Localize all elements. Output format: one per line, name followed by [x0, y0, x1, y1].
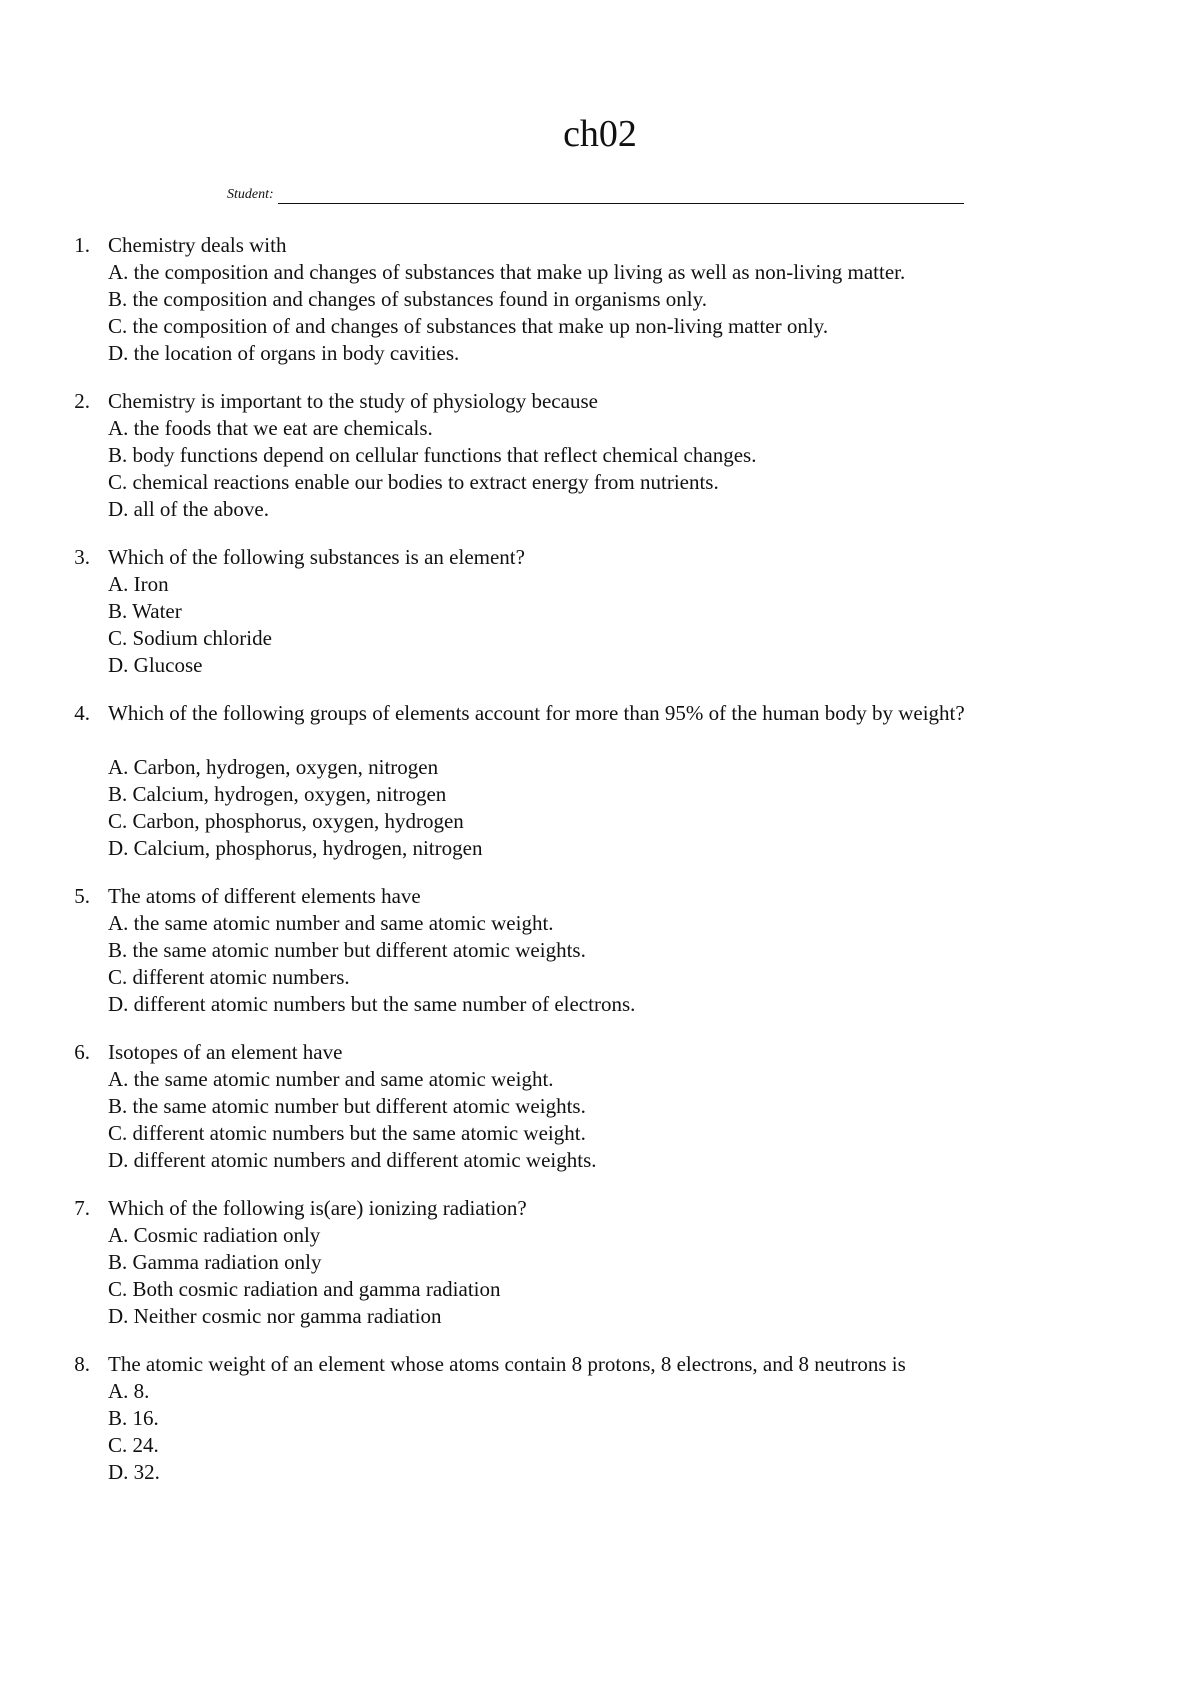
answer-option-a: A. the same atomic number and same atomic weight. — [108, 911, 554, 935]
answer-option-d: D. different atomic numbers and different atomic weights. — [108, 1148, 597, 1172]
question-5 — [0, 883, 1200, 1018]
answer-option-b: B. Calcium, hydrogen, oxygen, nitrogen — [108, 782, 447, 806]
answer-options — [0, 1222, 1200, 1330]
answer-option-a: A. Carbon, hydrogen, oxygen, nitrogen — [108, 755, 439, 779]
question-text: Chemistry is important to the study of physiology because — [108, 389, 598, 413]
question-number: 1. — [74, 233, 90, 257]
answer-option-b: B. body functions depend on cellular functions that reflect chemical changes. — [108, 443, 757, 467]
question-number: 5. — [74, 884, 90, 908]
answer-options — [0, 259, 1200, 367]
answer-option-b: B. the same atomic number but different atomic weights. — [108, 1094, 586, 1118]
answer-option-b: B. 16. — [108, 1406, 159, 1430]
question-text: The atoms of different elements have — [108, 884, 421, 908]
question-text: Isotopes of an element have — [108, 1040, 343, 1064]
answer-option-a: A. the same atomic number and same atomic weight. — [108, 1067, 554, 1091]
question-list — [0, 232, 1200, 1507]
page-title: ch02 — [563, 113, 637, 155]
question-text: The atomic weight of an element whose atoms contain 8 protons, 8 electrons, and 8 neutrons is — [108, 1352, 906, 1376]
answer-options — [0, 910, 1200, 1018]
answer-option-a: A. Cosmic radiation only — [108, 1223, 321, 1247]
answer-options — [0, 415, 1200, 523]
answer-option-c: C. 24. — [108, 1433, 159, 1457]
answer-option-d: D. Glucose — [108, 653, 203, 677]
question-number: 4. — [74, 701, 90, 725]
question-text: Which of the following substances is an element? — [108, 545, 525, 569]
answer-option-a: A. Iron — [108, 572, 169, 596]
answer-option-d: D. the location of organs in body cavities. — [108, 341, 460, 365]
answer-options — [0, 1378, 1200, 1486]
answer-option-c: C. Both cosmic radiation and gamma radiation — [108, 1277, 501, 1301]
answer-option-c: C. Sodium chloride — [108, 626, 272, 650]
answer-option-c: C. chemical reactions enable our bodies to extract energy from nutrients. — [108, 470, 719, 494]
answer-option-d: D. different atomic numbers but the same number of electrons. — [108, 992, 636, 1016]
answer-options — [0, 571, 1200, 679]
student-label: Student: — [227, 187, 274, 202]
question-number: 8. — [74, 1352, 90, 1376]
question-number: 2. — [74, 389, 90, 413]
answer-option-c: C. the composition of and changes of substances that make up non-living matter only. — [108, 314, 829, 338]
question-8 — [0, 1351, 1200, 1486]
answer-option-a: A. 8. — [108, 1379, 150, 1403]
answer-option-c: C. Carbon, phosphorus, oxygen, hydrogen — [108, 809, 464, 833]
student-name-blank-line — [278, 187, 964, 204]
question-2 — [0, 388, 1200, 523]
answer-option-d: D. all of the above. — [108, 497, 269, 521]
question-text: Which of the following groups of elements account for more than 95% of the human body by weight? — [108, 701, 965, 725]
answer-option-b: B. the composition and changes of substances found in organisms only. — [108, 287, 708, 311]
answer-option-d: D. Neither cosmic nor gamma radiation — [108, 1304, 442, 1328]
answer-option-c: C. different atomic numbers but the same atomic weight. — [108, 1121, 586, 1145]
answer-option-a: A. the composition and changes of substances that make up living as well as non-living matter. — [108, 260, 906, 284]
question-4 — [0, 700, 1200, 862]
answer-option-b: B. Water — [108, 599, 182, 623]
question-7 — [0, 1195, 1200, 1330]
answer-option-c: C. different atomic numbers. — [108, 965, 350, 989]
question-number: 6. — [74, 1040, 90, 1064]
answer-option-b: B. the same atomic number but different atomic weights. — [108, 938, 586, 962]
question-6 — [0, 1039, 1200, 1174]
question-3 — [0, 544, 1200, 679]
answer-options — [0, 754, 1200, 862]
answer-options — [0, 1066, 1200, 1174]
answer-option-d: D. 32. — [108, 1460, 160, 1484]
answer-option-b: B. Gamma radiation only — [108, 1250, 322, 1274]
answer-option-a: A. the foods that we eat are chemicals. — [108, 416, 433, 440]
question-text: Chemistry deals with — [108, 233, 287, 257]
student-name-row — [227, 186, 964, 204]
question-text: Which of the following is(are) ionizing radiation? — [108, 1196, 527, 1220]
question-1 — [0, 232, 1200, 367]
question-number: 7. — [74, 1196, 90, 1220]
answer-option-d: D. Calcium, phosphorus, hydrogen, nitrogen — [108, 836, 483, 860]
question-number: 3. — [74, 545, 90, 569]
